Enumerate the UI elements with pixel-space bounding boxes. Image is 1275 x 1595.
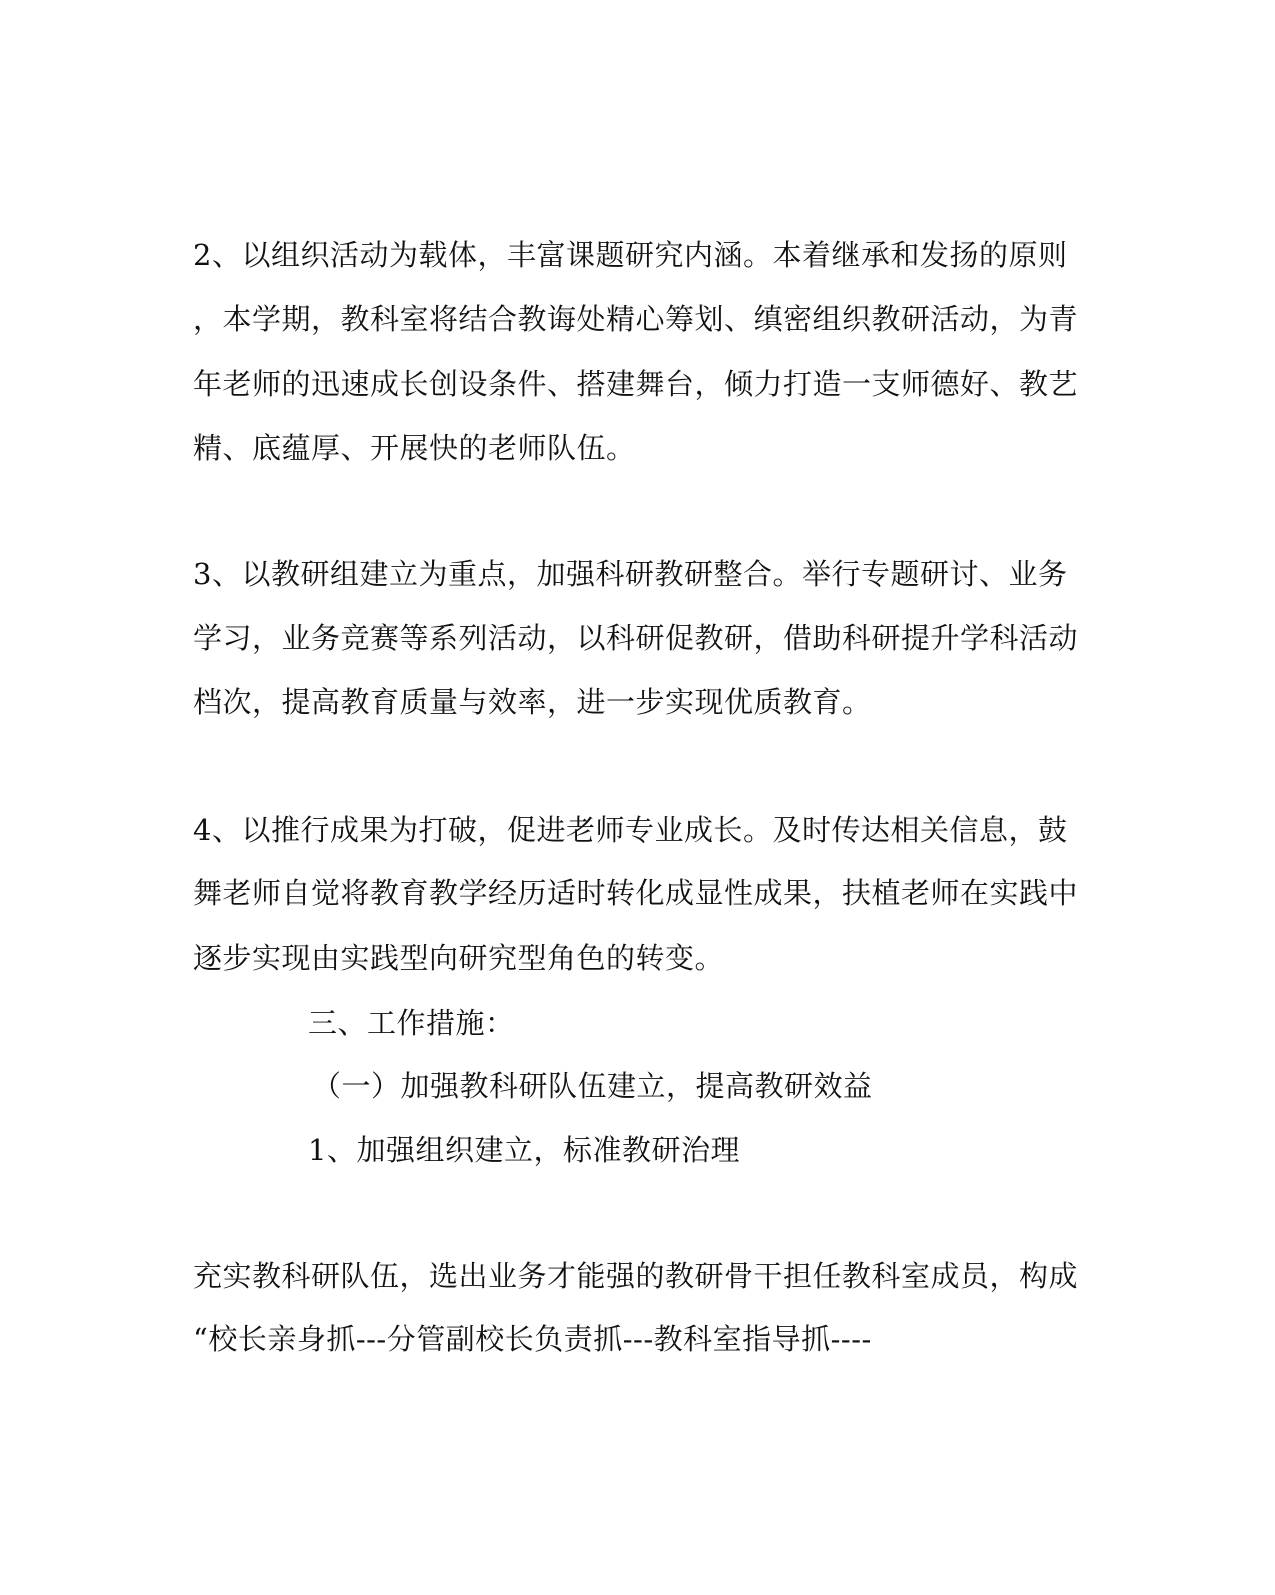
closing-paragraph-line-2: “校长亲身抓---分管副校长负责抓---教科室指导抓----: [193, 1322, 872, 1356]
paragraph-2-line-4: 精、底蕴厚、开展快的老师队伍。: [193, 431, 636, 465]
paragraph-2-line-1: 2、以组织活动为载体，丰富课题研究内涵。本着继承和发扬的原则: [193, 238, 1068, 272]
paragraph-2-line-2: ，本学期，教科室将结合教诲处精心筹划、缜密组织教研活动，为青: [193, 302, 1079, 336]
paragraph-2-line-3: 年老师的迅速成长创设条件、搭建舞台，倾力打造一支师德好、教艺: [193, 367, 1079, 401]
paragraph-3-line-1: 3、以教研组建立为重点，加强科研教研整合。举行专题研讨、业务: [193, 557, 1068, 591]
paragraph-4-line-3: 逐步实现由实践型向研究型角色的转变。: [193, 941, 725, 975]
subsection-heading: （一）加强教科研队伍建立，提高教研效益: [312, 1069, 873, 1103]
paragraph-4-line-1: 4、以推行成果为打破，促进老师专业成长。及时传达相关信息，鼓: [193, 813, 1068, 847]
closing-paragraph-line-1: 充实教科研队伍，选出业务才能强的教研骨干担任教科室成员，构成: [193, 1259, 1079, 1293]
paragraph-3-line-3: 档次，提高教育质量与效率，进一步实现优质教育。: [193, 685, 872, 719]
section-heading: 三、工作措施：: [308, 1006, 515, 1040]
paragraph-3-line-2: 学习，业务竞赛等系列活动，以科研促教研，借助科研提升学科活动: [193, 621, 1079, 655]
paragraph-4-line-2: 舞老师自觉将教育教学经历适时转化成显性成果，扶植老师在实践中: [193, 876, 1079, 910]
item-heading: 1、加强组织建立，标准教研治理: [308, 1133, 740, 1167]
